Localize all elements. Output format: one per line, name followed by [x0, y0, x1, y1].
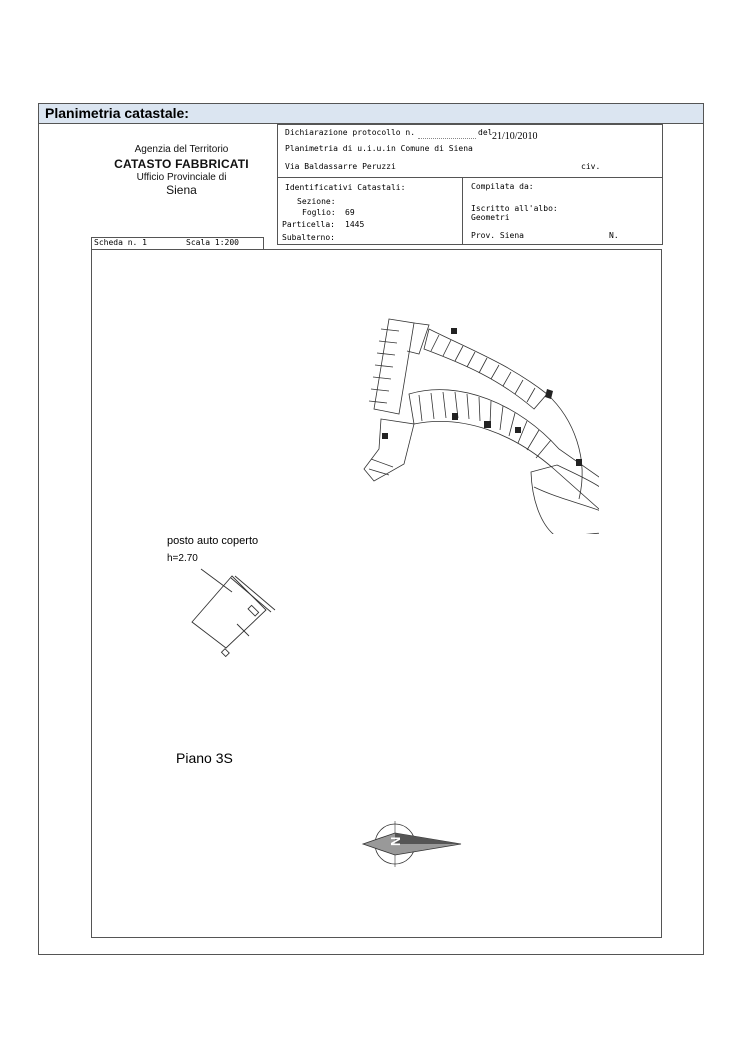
- identifiers-title: Identificativi Catastali:: [285, 183, 406, 192]
- identifiers-box: [277, 177, 463, 245]
- date-value: 21/10/2010: [492, 131, 538, 142]
- scale-label: Scala 1:200: [186, 238, 239, 247]
- foglio-label: Foglio:: [302, 208, 336, 217]
- height-label: h=2.70: [167, 553, 198, 564]
- address-value: Via Baldassarre Peruzzi: [285, 162, 396, 171]
- protocol-label: Dichiarazione protocollo n.: [285, 128, 416, 137]
- building-plan-drawing: [319, 309, 599, 534]
- north-arrow-icon: [361, 819, 463, 869]
- page-title: Planimetria catastale:: [45, 105, 189, 121]
- albo-value: Geometri: [471, 213, 510, 222]
- declaration-box: [277, 124, 663, 178]
- svg-text:N: N: [388, 836, 403, 846]
- header-bar: [39, 104, 703, 124]
- document-frame: [38, 103, 704, 955]
- particella-label: Particella:: [282, 220, 335, 229]
- foglio-value: 69: [345, 208, 355, 217]
- compilata-label: Compilata da:: [471, 182, 534, 191]
- iscritto-label: Iscritto all'albo:: [471, 204, 558, 213]
- scheda-box: [91, 237, 264, 249]
- registry-name: CATASTO FABBRICATI: [114, 157, 249, 171]
- sezione-label: Sezione:: [297, 197, 336, 206]
- scheda-label: Scheda n. 1: [94, 238, 147, 247]
- office-city: Siena: [166, 183, 197, 197]
- particella-value: 1445: [345, 220, 365, 229]
- office-label: Ufficio Provinciale di: [136, 172, 227, 183]
- parking-space-drawing: [189, 564, 279, 664]
- subalterno-label: Subalterno:: [282, 233, 335, 242]
- number-label: N.: [609, 231, 619, 240]
- protocol-dotted-line: [418, 138, 476, 139]
- date-label: del: [478, 128, 493, 137]
- prov-label: Prov. Siena: [471, 231, 524, 240]
- agency-block: [89, 144, 274, 197]
- parking-label: posto auto coperto: [167, 535, 259, 547]
- floor-label: Piano 3S: [176, 750, 233, 766]
- civ-label: civ.: [581, 162, 601, 171]
- agency-name: Agenzia del Territorio: [134, 144, 229, 155]
- compiler-box: [462, 177, 663, 245]
- plan-municipality-label: Planimetria di u.i.u.in Comune di Siena: [285, 144, 473, 153]
